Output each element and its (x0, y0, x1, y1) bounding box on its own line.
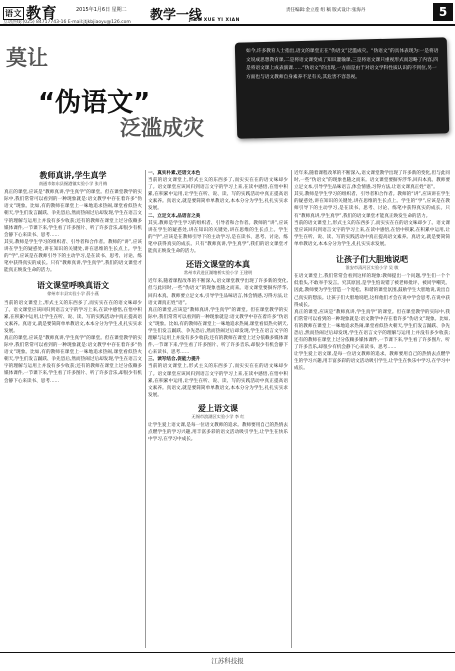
page-footer: 江苏科技报 (0, 652, 455, 671)
editor-credits: 责任编辑:金立莲 组 稿 版式设计:张海丹 (286, 8, 366, 13)
article-body: 让学生爱上语文课,是每一位语文教师的追求。教师要用自己的热情去点燃学生的学习兴趣,用丰富多彩的语文活动吸引学生,让学生在快乐中学习,在学习中成长。 (148, 423, 288, 443)
article-title: 还语文课堂的本真 (186, 260, 250, 270)
article-body: 当前的语文课堂上,形式主义的东西多了,而实实在在的语文味却少了。语文课堂应该回归到语言文字的学习上来,在读中感悟,在悟中积累,在积累中运用,让学生在听、说、读、写的实践活动中真正提高语文素养。真语文,就是要简简单单教语文,本本分分为学生,扎扎实实求发展。 (4, 300, 142, 334)
section-label: 三、读写结合,促能力提升 (148, 357, 201, 363)
article-body: 当前的语文课堂上,形式主义的东西多了,而实实在在的语文味却少了。语文课堂应该回归到语言文字的学习上来,在读中感悟,在悟中积累,在积累中运用,让学生在听、说、读、写的实践活动中真正提高语文素养。真语文,就是要简简单单教语文,本本分分为学生,扎扎实实求发展。 (148, 178, 288, 212)
article-body: 近年来,随着课程改革的不断深入,语文课堂教学出现了许多新的变化,但与此同时,一些“伪语文”的现象也随之而来。语文课堂要摒弃浮华,回归本真。教师要立足文本,引导学生品味语言,体会情感,习得方法,让语文课真正姓“语”。 (148, 279, 288, 306)
article-byline: 常州市武进区湖塘桥实验小学 王建明 (183, 270, 253, 276)
section-pinyin: JIAO XUE YI XIAN (189, 18, 240, 23)
headline-line-2: “伪语文” (38, 88, 151, 118)
article-body: 其实,教师是学生学习的组织者、引导者和合作者。教师的“讲”,应该讲在学生的疑惑处,讲在知识的关键处,讲在思维的生长点上。学生的“学”,应该是在教师引导下的主动学习,是在读书、思考、讨论、练笔中获得真实的成长。只有“教师真讲,学生真学”,我们的语文课堂才能真正焕发生命的活力。 (148, 220, 288, 255)
article-body: 近年来,随着课程改革的不断深入,语文课堂教学出现了许多新的变化,但与此同时,一些“伪语文”的现象也随之而来。语文课堂要摒弃浮华,回归本真。教师要立足文本,引导学生品味语言,体会情感,习得方法,让语文课真正姓“语”。 (294, 171, 450, 191)
article-body: 其实,教师是学生学习的组织者、引导者和合作者。教师的“讲”,应该讲在学生的疑惑处,讲在知识的关键处,讲在思维的生长点上。学生的“学”,应该是在教师引导下的主动学习,是在读书、思考、讨论、练笔中获得真实的成长。只有“教师真讲,学生真学”,我们的语文课堂才能真正焕发生命的活力。 (294, 192, 450, 219)
contact-info: 互动热线:(025) 84717743-16 E-mail:jtjkbjiaoyu@126.com (3, 20, 131, 25)
article-body: 在语文课堂上,我们常常会看到这样的现象:教师提出一个问题,学生们一个个低着头,不敢举手发言。究其原因,是学生怕说错了被老师批评、被同学嘲笑。因此,教师要为学生营造一个宽松、和谐的课堂氛围,鼓励学生大胆地说,说出自己真实的想法。让孩子们大胆地说吧,这样他们才会在说中学会思考,在说中获得成长。 (294, 274, 450, 308)
column-3 (294, 170, 450, 650)
article-body: 当前的语文课堂上,形式主义的东西多了,而实实在在的语文味却少了。语文课堂应该回归到语言文字的学习上来,在读中感悟,在悟中积累,在积累中运用,让学生在听、说、读、写的实践活动中真正提高语文素养。真语文,就是要简简单单教语文,本本分分为学生,扎扎实实求发展。 (148, 364, 288, 398)
issue-date: 2015年1月6日 星期二 (76, 7, 127, 13)
article-byline: 淮安市清河区实验小学 吴 敏 (345, 265, 399, 271)
article-byline: 无锡市滨湖区实验小学 李 红 (191, 414, 245, 419)
headline-line-3: 泛滥成灾 (120, 116, 204, 140)
column-2 (148, 170, 288, 650)
article-byline: 徐州市丰县实验小学 薛小燕 (47, 291, 99, 297)
article-body: 真正的课堂,应该是“教师真讲,学生真学”的课堂。但在课堂教学的实际中,我们常常可以看到的一种现象就是:语文教学中存在着许多“伪语文”现象。比如,有的教师在课堂上一味地追求热闹,课堂看似热火朝天,学生们发言踊跃、争先恐后,然而热闹过后却发现,学生在语言文字的理解与运用上并没有多少收获;还有的教师在课堂上过分依赖多媒体课件,一节课下来,学生看了许多图片、听了许多音乐,却很少有机会静下心来读书、思考…… (4, 190, 142, 238)
logo-box: 语文 (5, 9, 22, 18)
headline-line-1: 莫让 (6, 46, 48, 70)
article-title: 教师真讲,学生真学 (39, 171, 107, 180)
article-body: 让学生爱上语文课,是每一位语文教师的追求。教师要用自己的热情去点燃学生的学习兴趣,用丰富多彩的语文活动吸引学生,让学生在快乐中学习,在学习中成长。 (294, 352, 450, 372)
column-divider (145, 170, 146, 648)
masthead-logo (3, 2, 65, 20)
article-body: 真正的课堂,应该是“教师真讲,学生真学”的课堂。但在课堂教学的实际中,我们常常可以看到的一种现象就是:语文教学中存在着许多“伪语文”现象。比如,有的教师在课堂上一味地追求热闹,课堂看似热火朝天,学生们发言踊跃、争先恐后,然而热闹过后却发现,学生在语言文字的理解与运用上并没有多少收获;还有的教师在课堂上过分依赖多媒体课件,一节课下来,学生看了许多图片、听了许多音乐,却很少有机会静下心来读书、思考…… (4, 335, 142, 384)
article-body: 其实,教师是学生学习的组织者、引导者和合作者。教师的“讲”,应该讲在学生的疑惑处,讲在知识的关键处,讲在思维的生长点上。学生的“学”,应该是在教师引导下的主动学习,是在读书、思考、讨论、练笔中获得真实的成长。只有“教师真讲,学生真学”,我们的语文课堂才能真正焕发生命的活力。 (4, 239, 142, 274)
article-body: 真正的课堂,应该是“教师真讲,学生真学”的课堂。但在课堂教学的实际中,我们常常可以看到的一种现象就是:语文教学中存在着许多“伪语文”现象。比如,有的教师在课堂上一味地追求热闹,课堂看似热火朝天,学生们发言踊跃、争先恐后,然而热闹过后却发现,学生在语言文字的理解与运用上并没有多少收获;还有的教师在课堂上过分依赖多媒体课件,一节课下来,学生看了许多图片、听了许多音乐,却很少有机会静下心来读书、思考…… (148, 307, 288, 356)
article-title: 让孩子们大胆地说吧 (336, 255, 408, 265)
article-body: 当前的语文课堂上,形式主义的东西多了,而实实在在的语文味却少了。语文课堂应该回归到语言文字的学习上来,在读中感悟,在悟中积累,在积累中运用,让学生在听、说、读、写的实践活动中真正提高语文素养。真语文,就是要简简单单教语文,本本分分为学生,扎扎实实求发展。 (294, 220, 450, 247)
section-label: 一、真实朴素,还语文本色 (148, 171, 201, 176)
section-label: 二、立足文本,品语言之美 (148, 213, 201, 219)
article-title: 爱上语文课 (198, 403, 238, 413)
logo-text: 教育 (26, 4, 58, 22)
article-title: 语文课堂呼唤真语文 (37, 281, 109, 291)
intro-quote-text: 如今,许多教育人士指出,语文的课堂正在“伪语文”泛滥成灾。“伪语文”的具体表现为:一是将语文说成思想教育课,二是将语文课变成了知识灌输课,三是将语文课只重视形式而忽略了内容,四是将语文课上成表演课……“伪语文”的出现,一方面是由于对语文学科性质认识的不到位,另一方面也与语文教师自身素养不足有关,其危害不容忽视。 (246, 49, 439, 80)
column-divider (291, 170, 292, 648)
page-number: 5 (433, 3, 453, 21)
article-body: 真正的课堂,应该是“教师真讲,学生真学”的课堂。但在课堂教学的实际中,我们常常可以看到的一种现象就是:语文教学中存在着许多“伪语文”现象。比如,有的教师在课堂上一味地追求热闹,课堂看似热火朝天,学生们发言踊跃、争先恐后,然而热闹过后却发现,学生在语言文字的理解与运用上并没有多少收获;还有的教师在课堂上过分依赖多媒体课件,一节课下来,学生看了许多图片、听了许多音乐,却很少有机会静下心来读书、思考…… (294, 309, 450, 351)
article-byline: 南通市如东县掘港镇实验小学 张月梅 (38, 181, 108, 187)
section-title: 教学一线 (150, 8, 203, 23)
column-1 (4, 170, 142, 650)
